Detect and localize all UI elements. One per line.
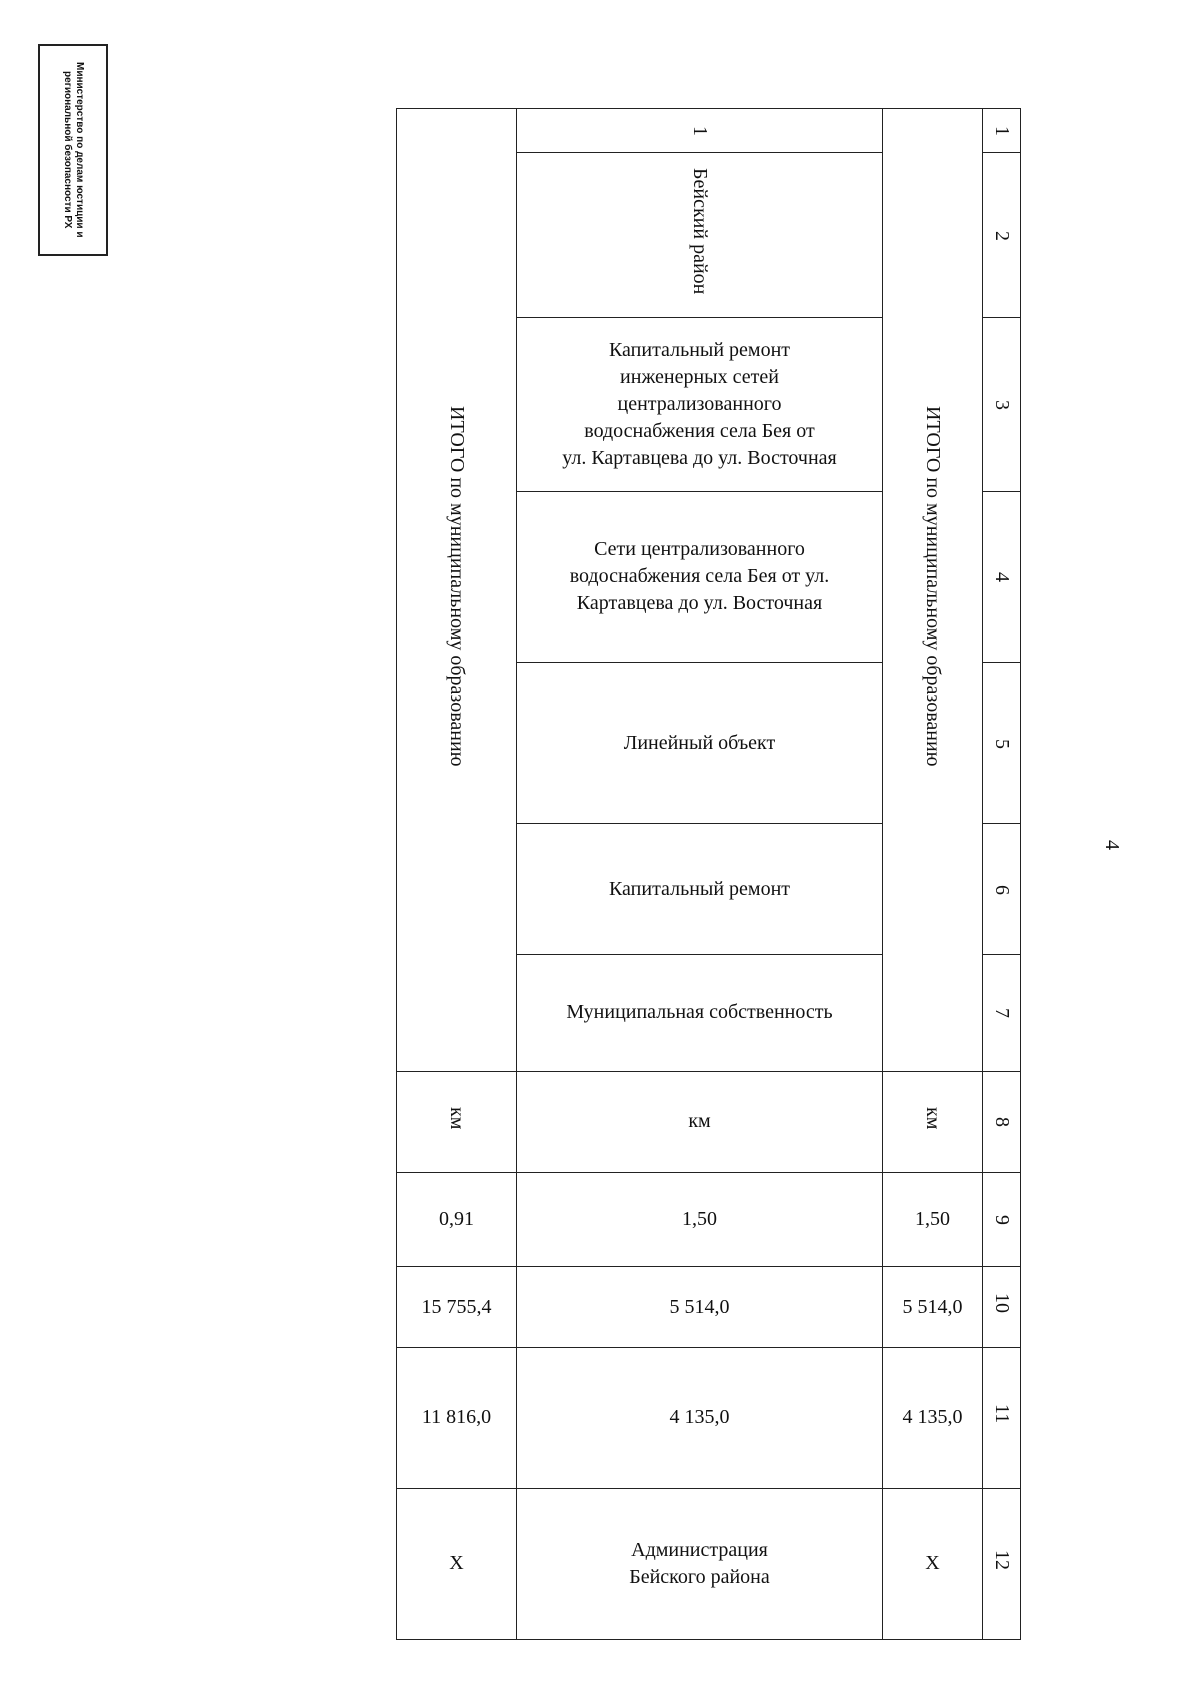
table-row bbox=[397, 1267, 1021, 1348]
district-name: Бейский район bbox=[689, 168, 711, 295]
column-number-cell bbox=[983, 1267, 1021, 1348]
column-number: 9 bbox=[991, 1214, 1013, 1225]
work-type: Капитальный ремонт bbox=[608, 877, 791, 900]
grand-total-budget-cell bbox=[397, 1347, 517, 1488]
object-cell bbox=[517, 491, 883, 662]
table-row bbox=[397, 109, 1021, 153]
municipal-total-cost-cell bbox=[883, 1267, 983, 1348]
grand-total-capacity-cell bbox=[397, 1172, 517, 1267]
municipal-total-customer: Х bbox=[925, 1552, 940, 1575]
table-row bbox=[397, 1071, 1021, 1172]
grand-total-capacity: 0,91 bbox=[439, 1207, 474, 1230]
column-number-cell bbox=[983, 662, 1021, 823]
column-number: 2 bbox=[991, 230, 1013, 241]
project-name: Капитальный ремонт инженерных сетей централизованного водоснабжения села Бея от ул. Картавцева до ул. Восточная bbox=[562, 339, 837, 470]
unit-cell bbox=[517, 1071, 883, 1172]
municipal-total-label-cell bbox=[883, 109, 983, 1072]
object-type: Линейный объект bbox=[623, 731, 776, 754]
cost-total-cell bbox=[517, 1267, 883, 1348]
column-number: 11 bbox=[991, 1404, 1013, 1424]
column-number: 4 bbox=[991, 572, 1013, 583]
row-number-cell bbox=[517, 109, 883, 153]
grand-total-cost-cell bbox=[397, 1267, 517, 1348]
grand-total-customer: Х bbox=[449, 1552, 464, 1575]
object-type-cell bbox=[517, 662, 883, 823]
column-number-cell bbox=[983, 955, 1021, 1072]
municipal-total-unit: км bbox=[922, 1106, 944, 1129]
column-number: 5 bbox=[991, 738, 1013, 749]
column-number: 3 bbox=[991, 400, 1013, 411]
municipal-total-customer-cell bbox=[883, 1488, 983, 1639]
grand-total-customer-cell bbox=[397, 1488, 517, 1639]
table-row bbox=[397, 1347, 1021, 1488]
municipal-total-budget-cell bbox=[883, 1347, 983, 1488]
object-name: Сети централизованного водоснабжения села Бея от ул. Картавцева до ул. Восточная bbox=[569, 538, 830, 615]
column-number-cell bbox=[983, 1071, 1021, 1172]
column-number: 10 bbox=[991, 1293, 1013, 1314]
column-number: 12 bbox=[991, 1549, 1013, 1570]
registration-stamp bbox=[38, 44, 108, 256]
table-row bbox=[397, 1488, 1021, 1639]
grand-total-label-cell bbox=[397, 109, 517, 1072]
grand-total-unit-cell bbox=[397, 1071, 517, 1172]
column-number-cell bbox=[983, 824, 1021, 955]
municipal-total-unit-cell bbox=[883, 1071, 983, 1172]
district-cell bbox=[517, 153, 883, 318]
customer: Администрация Бейского района bbox=[629, 1538, 770, 1588]
municipal-total-budget: 4 135,0 bbox=[902, 1406, 963, 1429]
column-number: 6 bbox=[991, 884, 1013, 895]
column-number: 8 bbox=[991, 1117, 1013, 1128]
capacity-cell bbox=[517, 1172, 883, 1267]
grand-total-label: ИТОГО по муниципальному образованию bbox=[446, 405, 468, 767]
column-number-cell bbox=[983, 1488, 1021, 1639]
data-table bbox=[396, 108, 1021, 1640]
table-row bbox=[397, 1172, 1021, 1267]
municipal-total-capacity-cell bbox=[883, 1172, 983, 1267]
page-number: 4 bbox=[1101, 840, 1123, 850]
column-number-cell bbox=[983, 109, 1021, 153]
column-number: 7 bbox=[991, 1008, 1013, 1019]
capacity: 1,50 bbox=[682, 1207, 717, 1230]
unit: км bbox=[688, 1110, 711, 1133]
column-number-cell bbox=[983, 1172, 1021, 1267]
municipal-total-capacity: 1,50 bbox=[915, 1207, 950, 1230]
grand-total-cost: 15 755,4 bbox=[421, 1295, 492, 1318]
work-type-cell bbox=[517, 824, 883, 955]
column-number: 1 bbox=[991, 126, 1013, 137]
column-number-cell bbox=[983, 491, 1021, 662]
column-number-cell bbox=[983, 318, 1021, 491]
municipal-total-label: ИТОГО по муниципальному образованию bbox=[922, 405, 944, 767]
row-number: 1 bbox=[689, 126, 711, 137]
cost-budget-cell bbox=[517, 1347, 883, 1488]
ownership-cell bbox=[517, 955, 883, 1072]
column-number-cell bbox=[983, 1347, 1021, 1488]
stamp-text: Министерство по делам юстиции и региональной безопасности РХ bbox=[62, 62, 85, 238]
grand-total-unit: км bbox=[446, 1106, 468, 1129]
municipal-total-cost: 5 514,0 bbox=[902, 1295, 963, 1318]
cost-budget: 4 135,0 bbox=[669, 1406, 730, 1429]
project-cell bbox=[517, 318, 883, 491]
customer-cell bbox=[517, 1488, 883, 1639]
ownership: Муниципальная собственность bbox=[566, 1001, 833, 1024]
cost-total: 5 514,0 bbox=[669, 1295, 730, 1318]
grand-total-budget: 11 816,0 bbox=[421, 1406, 492, 1429]
column-number-cell bbox=[983, 153, 1021, 318]
